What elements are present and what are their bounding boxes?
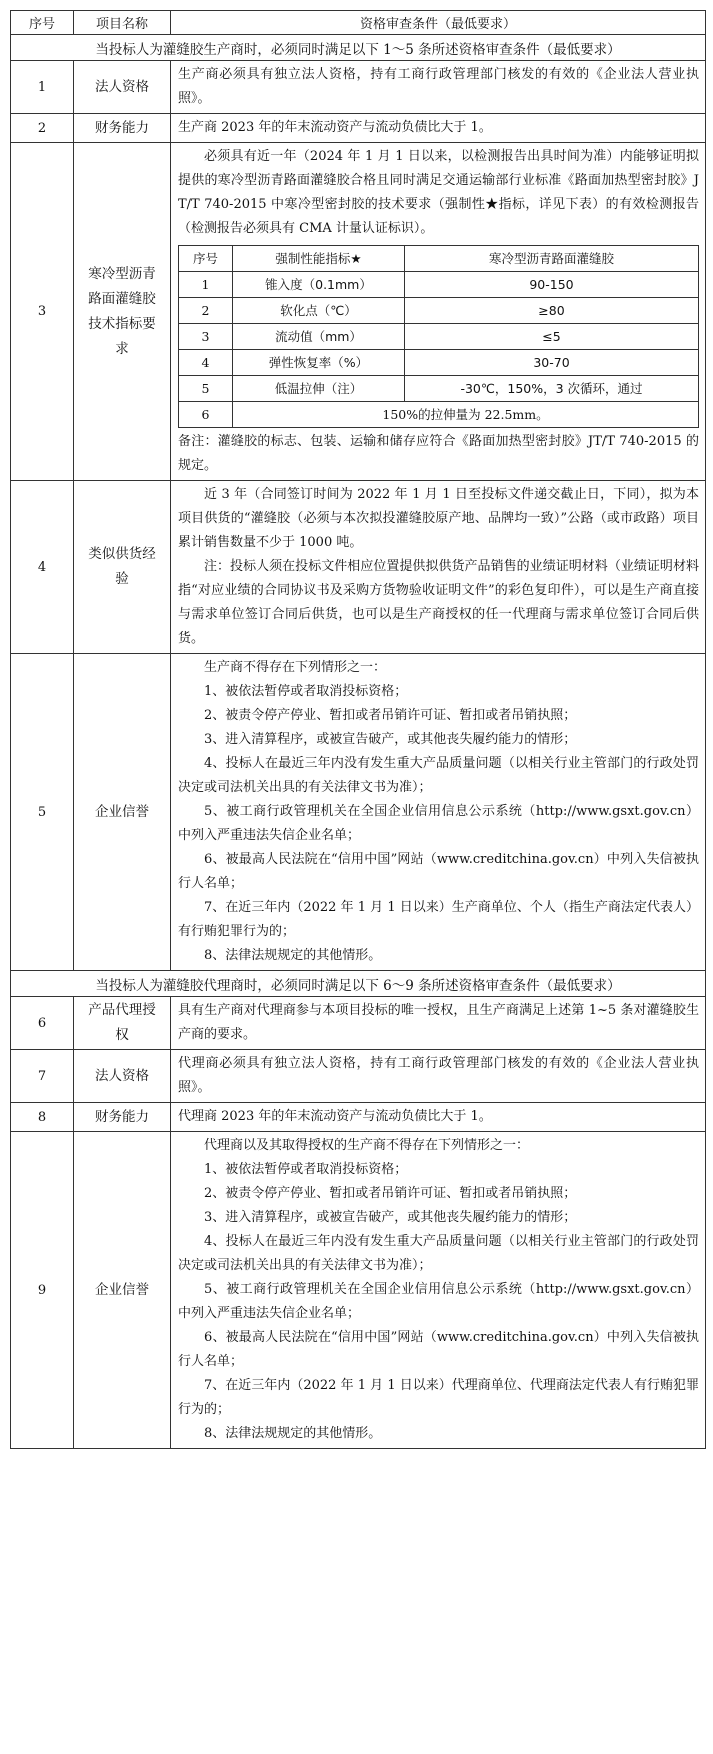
spec-header: 强制性能指标★: [233, 246, 405, 272]
spec-value: ≤5: [405, 324, 699, 350]
row-no: 1: [11, 61, 74, 114]
table-row: [11, 61, 706, 114]
header-name: 项目名称: [74, 11, 171, 35]
spec-no: 3: [179, 324, 233, 350]
experience-requirement: 近 3 年（合同签订时间为 2022 年 1 月 1 日至投标文件递交截止日，下同），拟为本项目供货的“灌缝胶（必须与本次拟投灌缝胶原产地、品牌均一致）”公路（或市政路）项目累计销售数量不少于 1000 吨。: [178, 487, 699, 550]
spec-value: 30-70: [405, 350, 699, 376]
header-condition: 资格审查条件（最低要求）: [171, 11, 706, 35]
spec-row: [179, 298, 699, 324]
credit-item: 代理商以及其取得授权的生产商不得存在下列情形之一：: [204, 1138, 530, 1153]
spec-indicator: 弹性恢复率（%）: [233, 350, 405, 376]
row-name: 寒冷型沥青路面灌缝胶技术指标要求: [74, 143, 171, 481]
tech-remark: 备注：灌缝胶的标志、包装、运输和储存应符合《路面加热型密封胶》JT/T 740-2015 的规定。: [178, 434, 699, 473]
row-name: 类似供货经验: [74, 481, 171, 654]
spec-note: 150%的拉伸量为 22.5mm。: [233, 402, 699, 428]
table-row: [11, 1103, 706, 1132]
qualification-table: [10, 10, 706, 1449]
table-row: [11, 481, 706, 654]
spec-no: 1: [179, 272, 233, 298]
spec-row: [179, 376, 699, 402]
credit-item: 6、被最高人民法院在“信用中国”网站（www.creditchina.gov.cn）中列入失信被执行人名单；: [178, 1330, 699, 1369]
spec-indicator: 软化点（℃）: [233, 298, 405, 324]
row-condition: [171, 1132, 706, 1449]
row-name: 财务能力: [74, 114, 171, 143]
table-row: [11, 1132, 706, 1449]
spec-no: 6: [179, 402, 233, 428]
credit-item: 4、投标人在最近三年内没有发生重大产品质量问题（以相关行业主管部门的行政处罚决定或司法机关出具的有关法律文书为准）；: [178, 1234, 699, 1273]
table-row: [11, 114, 706, 143]
row-condition: 生产商必须具有独立法人资格，持有工商行政管理部门核发的有效的《企业法人营业执照》。: [171, 61, 706, 114]
row-condition: 具有生产商对代理商参与本项目投标的唯一授权，且生产商满足上述第 1~5 条对灌缝胶生产商的要求。: [171, 997, 706, 1050]
spec-value: ≥80: [405, 298, 699, 324]
row-no: 6: [11, 997, 74, 1050]
section-row: [11, 971, 706, 997]
spec-value: 90-150: [405, 272, 699, 298]
row-condition: 生产商 2023 年的年末流动资产与流动负债比大于 1。: [171, 114, 706, 143]
credit-item: 8、法律法规规定的其他情形。: [204, 1426, 382, 1441]
spec-value: -30℃，150%，3 次循环，通过: [405, 376, 699, 402]
row-no: 7: [11, 1050, 74, 1103]
row-condition: 代理商必须具有独立法人资格，持有工商行政管理部门核发的有效的《企业法人营业执照》。: [171, 1050, 706, 1103]
tech-intro: 必须具有近一年（2024 年 1 月 1 日以来，以检测报告出具时间为准）内能够证明拟提供的寒冷型沥青路面灌缝胶合格且同时满足交通运输部行业标准《路面加热型密封胶》JT/T 740-2015 中寒冷型密封胶的技术要求（强制性★指标，详见下表）的有效检测报告（检测报告必须具有 CMA 计量认证标识）。: [178, 149, 699, 236]
credit-item: 3、进入清算程序，或被宣告破产，或其他丧失履约能力的情形；: [204, 1210, 577, 1225]
header-no: 序号: [11, 11, 74, 35]
table-header-row: [11, 11, 706, 35]
experience-note: 注：投标人须在投标文件相应位置提供拟供货产品销售的业绩证明材料（业绩证明材料指“对应业绩的合同协议书及采购方货物验收证明文件”的彩色复印件），可以是生产商直接与需求单位签订合同后供货，也可以是生产商授权的任一代理商与需求单位签订合同后供货。: [178, 559, 699, 646]
row-name: 产品代理授权: [74, 997, 171, 1050]
spec-header: 序号: [179, 246, 233, 272]
spec-no: 2: [179, 298, 233, 324]
row-name: 法人资格: [74, 61, 171, 114]
section-agent: 当投标人为灌缝胶代理商时，必须同时满足以下 6～9 条所述资格审查条件（最低要求）: [11, 971, 706, 997]
spec-no: 5: [179, 376, 233, 402]
spec-header-row: [179, 246, 699, 272]
credit-item: 6、被最高人民法院在“信用中国”网站（www.creditchina.gov.cn）中列入失信被执行人名单；: [178, 852, 699, 891]
credit-item: 3、进入清算程序，或被宣告破产，或其他丧失履约能力的情形；: [204, 732, 577, 747]
credit-item: 7、在近三年内（2022 年 1 月 1 日以来）生产商单位、个人（指生产商法定代表人）有行贿犯罪行为的；: [178, 900, 699, 939]
credit-item: 4、投标人在最近三年内没有发生重大产品质量问题（以相关行业主管部门的行政处罚决定或司法机关出具的有关法律文书为准）；: [178, 756, 699, 795]
row-name: 企业信誉: [74, 1132, 171, 1449]
row-no: 2: [11, 114, 74, 143]
credit-item: 生产商不得存在下列情形之一：: [204, 660, 387, 675]
row-no: 8: [11, 1103, 74, 1132]
spec-no: 4: [179, 350, 233, 376]
row-condition: [171, 481, 706, 654]
row-name: 企业信誉: [74, 654, 171, 971]
credit-item: 8、法律法规规定的其他情形。: [204, 948, 382, 963]
credit-item: 1、被依法暂停或者取消投标资格；: [204, 1162, 408, 1177]
credit-item: 2、被责令停产停业、暂扣或者吊销许可证、暂扣或者吊销执照；: [204, 1186, 577, 1201]
section-manufacturer: 当投标人为灌缝胶生产商时，必须同时满足以下 1～5 条所述资格审查条件（最低要求）: [11, 35, 706, 61]
spec-header: 寒冷型沥青路面灌缝胶: [405, 246, 699, 272]
table-row: [11, 1050, 706, 1103]
row-no: 5: [11, 654, 74, 971]
table-row: [11, 143, 706, 481]
spec-indicator: 流动值（mm）: [233, 324, 405, 350]
row-condition: [171, 654, 706, 971]
row-name: 财务能力: [74, 1103, 171, 1132]
credit-item: 5、被工商行政管理机关在全国企业信用信息公示系统（http://www.gsxt.gov.cn）中列入严重违法失信企业名单；: [178, 1282, 699, 1321]
spec-row: [179, 324, 699, 350]
spec-indicator: 锥入度（0.1mm）: [233, 272, 405, 298]
spec-row: [179, 272, 699, 298]
tech-spec-table: [178, 245, 699, 428]
credit-item: 5、被工商行政管理机关在全国企业信用信息公示系统（http://www.gsxt.gov.cn）中列入严重违法失信企业名单；: [178, 804, 699, 843]
credit-item: 7、在近三年内（2022 年 1 月 1 日以来）代理商单位、代理商法定代表人有行贿犯罪行为的；: [178, 1378, 699, 1417]
credit-item: 1、被依法暂停或者取消投标资格；: [204, 684, 408, 699]
spec-row: [179, 350, 699, 376]
row-condition: 代理商 2023 年的年末流动资产与流动负债比大于 1。: [171, 1103, 706, 1132]
spec-indicator: 低温拉伸（注）: [233, 376, 405, 402]
row-no: 3: [11, 143, 74, 481]
row-condition: [171, 143, 706, 481]
row-no: 9: [11, 1132, 74, 1449]
row-name: 法人资格: [74, 1050, 171, 1103]
table-row: [11, 654, 706, 971]
table-row: [11, 997, 706, 1050]
credit-item: 2、被责令停产停业、暂扣或者吊销许可证、暂扣或者吊销执照；: [204, 708, 577, 723]
spec-row: [179, 402, 699, 428]
row-no: 4: [11, 481, 74, 654]
section-row: [11, 35, 706, 61]
